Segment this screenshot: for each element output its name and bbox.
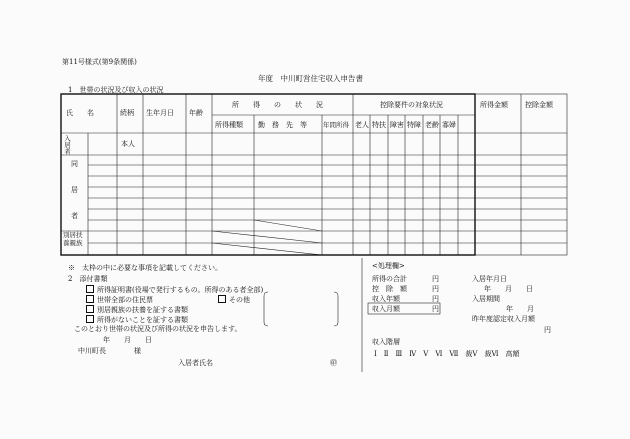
row-occupant-relation: 本人	[121, 140, 135, 148]
header-old: 老人	[355, 121, 369, 129]
proc-period-ym: 年 月	[506, 305, 534, 313]
header-income-type: 所得種類	[215, 121, 243, 129]
applicant-label: 入居者氏名	[178, 359, 213, 367]
header-disability: 障害	[390, 121, 404, 129]
header-relation: 続柄	[120, 109, 134, 117]
declaration: このとおり世帯の状況及び所得の状況を申告します。	[74, 325, 242, 333]
header-special: 特扶	[372, 121, 386, 129]
proc-stage-title: 収入階層	[372, 338, 400, 346]
processing-title: <処理欄>	[372, 262, 405, 270]
proc-income-annual: 収入年額	[372, 295, 400, 303]
attachment-other: その他	[218, 295, 250, 304]
checkbox[interactable]	[218, 295, 226, 303]
proc-move-in-ymd: 年 月 日	[484, 285, 533, 293]
header-income-amount: 所得金額	[480, 101, 508, 109]
header-special-dis: 特障	[407, 121, 421, 129]
header-name: 氏 名	[66, 109, 94, 117]
proc-stages: Ⅰ Ⅱ Ⅲ Ⅳ Ⅴ Ⅵ Ⅶ 裁Ⅴ 裁Ⅵ 高額	[374, 350, 520, 358]
row-cohabit-1: 同	[71, 160, 78, 168]
note: ※ 太枠の中に必要な事項を記載してください。	[68, 264, 222, 272]
proc-total-income: 所得の合計	[372, 275, 407, 283]
form-title: 年度 中川町営住宅収入申告書	[258, 74, 363, 83]
checkbox[interactable]	[86, 295, 94, 303]
mayor-line: 中川町長 様	[78, 347, 141, 355]
checkbox[interactable]	[86, 315, 94, 323]
header-elder: 老齢	[425, 121, 439, 129]
attachment-2: 世帯全部の住民票	[86, 295, 153, 304]
form-number: 第11号様式(第9条関係)	[62, 58, 137, 66]
attachment-4: 所得がないことを証する書類	[86, 315, 188, 324]
header-deduction-amount: 控除金額	[525, 101, 553, 109]
attachments-title: 2 添付書類	[68, 275, 108, 283]
row-separate: 別居扶養親族	[63, 231, 83, 247]
header-annual-income: 年間所得	[323, 121, 349, 129]
proc-prev-year: 昨年度認定収入月額	[472, 315, 535, 323]
section-1-title: 1 世帯の状況及び収入の状況	[68, 86, 164, 94]
checkbox[interactable]	[86, 285, 94, 293]
form-page: 第11号様式(第9条関係) 年度 中川町営住宅収入申告書 1 世帯の状況及び収入の状況 氏 名 続柄 生年月日 年齢 所 得 の 状 況 所得種類 勤 務 先 等 年間所得 控除要件の対象状況 老人 特扶 障害 特障 老齢 寡婦 所得金額 控除金額 入居者 本人 同 居 者 別居扶養親族 ※ 太枠の中に必要な事項を記載してください。 2 添付書類 所得証明書(役場で発行するもの。所得のある者全部) 世帯全部の住民票 別居親族の扶養を証する書類 所得がないことを証する書類 その他 このとおり世帯の状況及び所得の状況を申告します。 年 月 日 中川町長 様 入居者氏名 ㊞ <処理欄> 所得の合計 円 控 除 額 円 収入年額 円 収入月額 円 入居年月日 年 月 日 入居期間 年 月 昨年度認定収入月額 円 収入階層 Ⅰ Ⅱ Ⅲ Ⅳ Ⅴ Ⅵ Ⅶ 裁Ⅴ 裁Ⅵ 高額	[0, 0, 630, 439]
checkbox[interactable]	[86, 305, 94, 313]
attachment-1: 所得証明書(役場で発行するもの。所得のある者全部)	[86, 285, 263, 294]
header-deduction: 控除要件の対象状況	[380, 101, 443, 109]
header-birth: 生年月日	[146, 109, 174, 117]
proc-move-in-date: 入居年月日	[472, 275, 507, 283]
header-age: 年齢	[189, 109, 203, 117]
header-widow: 寡婦	[442, 121, 456, 129]
row-cohabit-3: 者	[71, 212, 78, 220]
row-cohabit-2: 居	[71, 186, 78, 194]
header-income-status: 所 得 の 状 況	[232, 101, 323, 109]
proc-period: 入居期間	[472, 295, 500, 303]
row-occupant: 入居者	[63, 135, 71, 155]
proc-deduction: 控 除 額	[372, 285, 407, 293]
attachment-3: 別居親族の扶養を証する書類	[86, 305, 188, 314]
proc-prev-yen: 円	[544, 326, 551, 334]
header-employer: 勤 務 先 等	[258, 121, 307, 129]
date-line: 年 月 日	[103, 336, 152, 344]
proc-income-monthly: 収入月額	[372, 305, 400, 313]
seal-mark: ㊞	[330, 359, 337, 367]
